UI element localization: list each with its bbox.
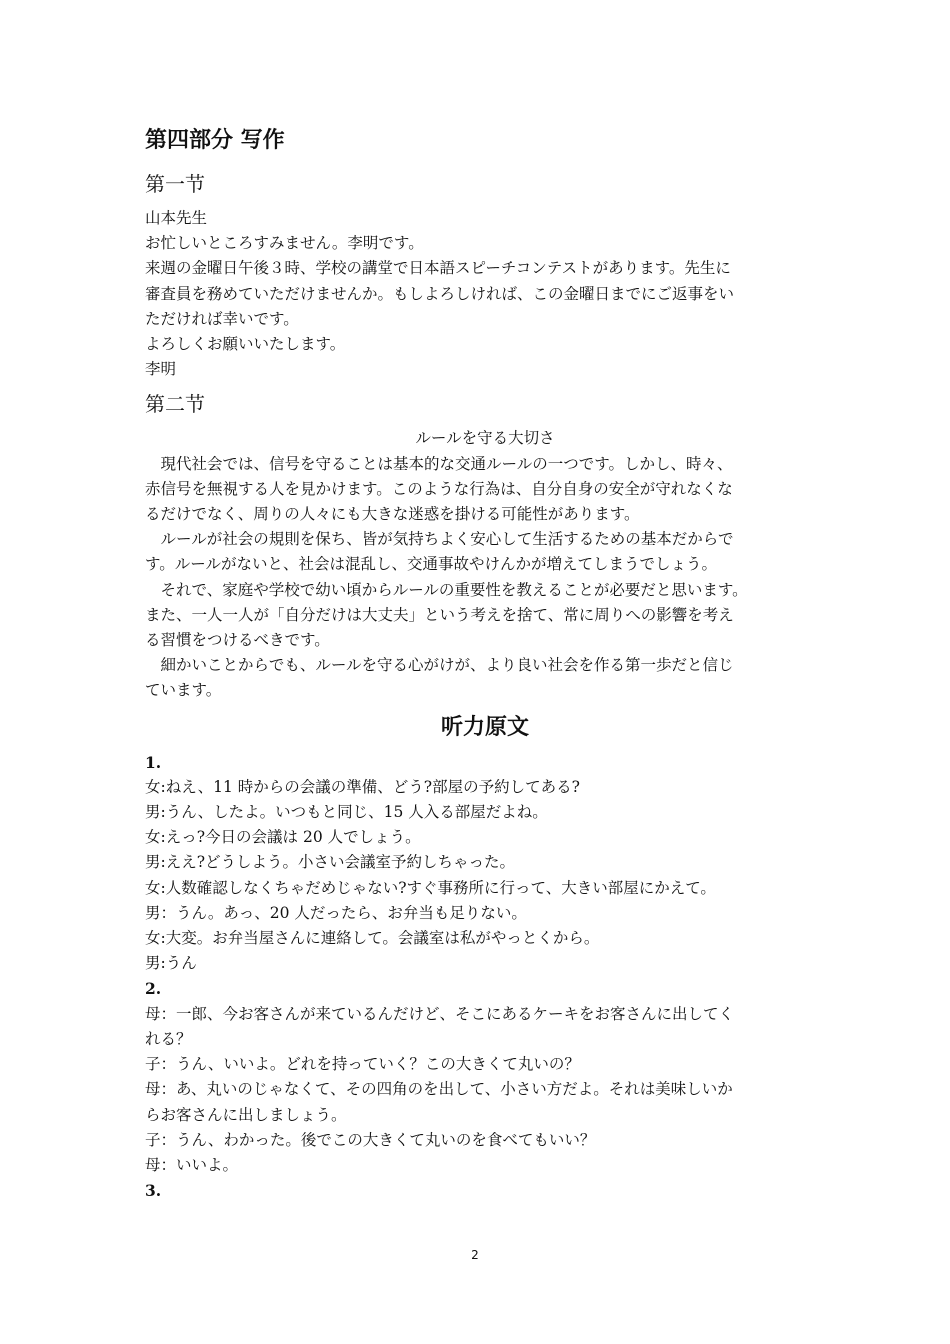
letter-line: ただければ幸いです。	[145, 309, 299, 328]
dialogue-line: 男:うん	[145, 954, 197, 973]
essay-body	[145, 452, 825, 704]
dialogue-line: 男:うん、したよ。いつもと同じ、15 人入る部屋だよね。	[145, 803, 548, 822]
dialogue-line: 女:ねえ、11 時からの会議の準備、どう?部屋の予約してある?	[145, 777, 580, 796]
letter-line: 来週の金曜日午後３時、学校の講堂で日本語スピーチコンテストがあります。先生に	[145, 259, 731, 278]
essay-line: 赤信号を無視する人を見かけます。このような行為は、自分自身の安全が守れなくな	[145, 479, 733, 498]
page-content	[145, 124, 825, 1203]
dialogue-line: 男:ええ?どうしよう。小さい会議室予約しちゃった。	[145, 853, 516, 872]
dialogue-line: 子：うん、いいよ。どれを持っていく？この大きくて丸いの？	[145, 1055, 580, 1074]
dialogue-line: 母：あ、丸いのじゃなくて、その四角のを出して、小さい方だよ。それは美味しいか	[145, 1080, 733, 1099]
letter-body	[145, 206, 825, 382]
essay-title: ルールを守る大切さ	[415, 429, 555, 448]
dialogue-line: 男：うん。あっ、20 人だったら、お弁当も足りない。	[145, 903, 527, 922]
item-number: 3.	[145, 1181, 162, 1201]
essay-line: 細かいことからでも、ルールを守る心がけが、より良い社会を作る第一歩だと信じ	[160, 656, 734, 675]
letter-line: 李明	[145, 360, 177, 379]
dialogue-line: 女:大変。お弁当屋さんに連絡して。会議室は私がやっとくから。	[145, 929, 600, 948]
essay-line: また、一人一人が「自分だけは大丈夫」という考えを捨て、常に周りへの影響を考え	[145, 605, 734, 624]
letter-line: 審査員を務めていただけませんか。もしよろしければ、この金曜日までにご返事をい	[145, 284, 735, 303]
section-heading-1: 第一节	[145, 172, 205, 196]
letter-line: 山本先生	[145, 209, 208, 227]
essay-line: 現代社会では、信号を守ることは基本的な交通ルールの一つです。しかし、時々、	[160, 454, 733, 473]
dialogue-line: 女:人数確認しなくちゃだめじゃない?すぐ事務所に行って、大きい部屋にかえて。	[145, 878, 716, 897]
page-number: 2	[471, 1248, 479, 1262]
letter-line: よろしくお願いいたします。	[145, 335, 346, 354]
dialogue-line: 女:えっ?今日の会議は 20 人でしょう。	[145, 828, 421, 847]
dialogue-line: 母：一郎、今お客さんが来ているんだけど、そこにあるケーキをお客さんに出してく	[145, 1004, 735, 1023]
part-title: 第四部分 写作	[145, 127, 285, 153]
listening-item-1	[145, 750, 825, 977]
item-number: 1.	[145, 752, 162, 772]
dialogue-line: らお客さんに出しましょう。	[145, 1105, 347, 1124]
listening-item-2	[145, 976, 825, 1178]
essay-line: それで、家庭や学校で幼い頃からルールの重要性を教えることが必要だと思います。	[160, 580, 748, 599]
letter-line: お忙しいところすみません。李明です。	[145, 234, 424, 253]
dialogue-line: 母：いいよ。	[145, 1155, 239, 1174]
essay-line: るだけでなく、周りの人々にも大きな迷惑を掛ける可能性があります。	[145, 505, 640, 524]
essay-line: す。ルールがないと、社会は混乱し、交通事故やけんかが増えてしまうでしょう。	[145, 555, 717, 574]
dialogue-line: れる？	[145, 1029, 192, 1048]
section-heading-2: 第二节	[145, 392, 205, 417]
essay-line: ルールが社会の規則を保ち、皆が気持ちよく安心して生活するための基本だからで	[160, 530, 734, 549]
essay-line: る習慣をつけるべきです。	[145, 631, 330, 650]
dialogue-line: 子：うん、わかった。後でこの大きくて丸いのを食べてもいい？	[145, 1130, 596, 1149]
listening-heading: 听力原文	[440, 713, 529, 740]
listening-item-3	[145, 1178, 825, 1203]
essay-line: ています。	[145, 681, 222, 700]
item-number: 2.	[145, 979, 162, 999]
